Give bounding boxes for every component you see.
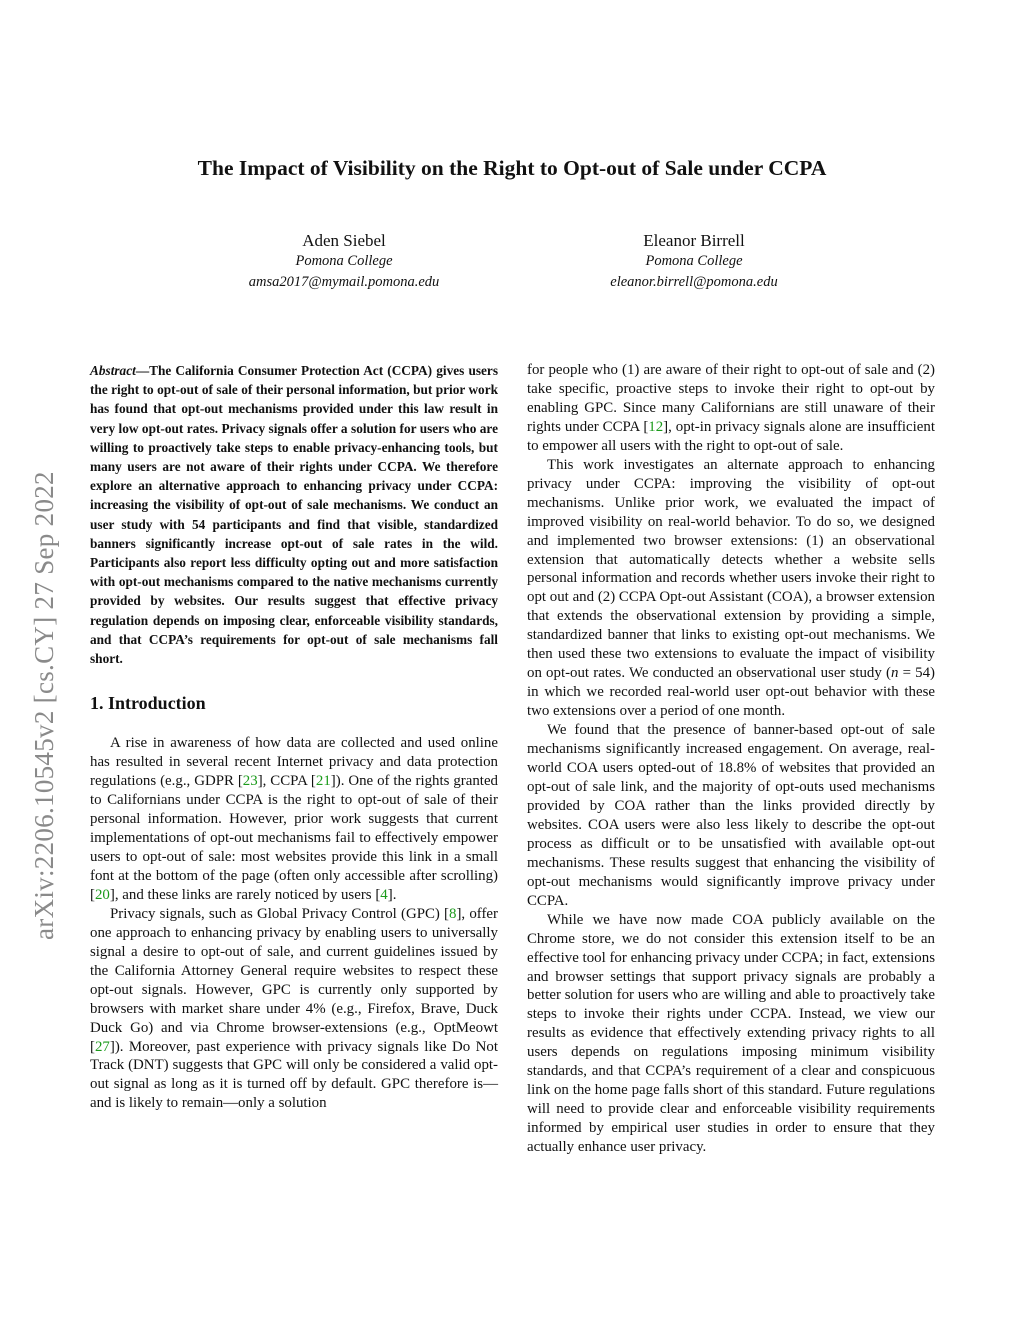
- intro-paragraph-1: A rise in awareness of how data are collected and used online has resulted in several recent Internet privacy and data protection regulations (e.g., GDPR [23], CCPA [21]). One of the rights granted to Californians under CCPA is the right to opt-out of sale of their personal information. However, prior work suggests that current implementations of opt-out mechanisms fail to effectively empower users to opt-out of sale: most websites provide this link in a small font at the bottom of the page (often only accessible after scrolling) [20], and these links are rarely noticed by users [4].: [90, 735, 498, 903]
- left-column: [90, 361, 498, 1113]
- author-email: eleanor.birrell@pomona.edu: [610, 274, 778, 290]
- author-block-1: [194, 230, 494, 293]
- abstract-label: Abstract: [90, 363, 136, 378]
- abstract-text: The California Consumer Protection Act (CCPA) gives users the right to opt-out of sale of their personal information, but prior work has found that opt-out mechanisms provided under this law result in very low opt-out rates. Privacy signals offer a solution for users who are willing to proactively take steps to enable privacy-enhancing tools, but many users are not aware of their rights under CCPA. We therefore explore an alternative approach to enhancing privacy under CCPA: increasing the visibility of opt-out of sale mechanisms. We conduct an user study with 54 participants and find that visible, standardized banners significantly increase opt-out of sale rates in the wild. Participants also report less difficulty opting out and more satisfaction with opt-out mechanisms compared to the native mechanisms currently provided by websites. Our results suggest that effective privacy regulation depends on imposing clear, enforceable visibility standards, and that CCPA’s requirements for opt-out of sale mechanisms fall short.: [90, 363, 498, 667]
- arxiv-sidebar-stamp: arXiv:2206.10545v2 [cs.CY] 27 Sep 2022: [29, 471, 59, 940]
- author-affiliation: Pomona College: [295, 253, 393, 269]
- intro-paragraph-2-continued: for people who (1) are aware of their right to opt-out of sale and (2) take specific, proactive steps to invoke their right to opt-out by enabling GPC. Since many Californians are still unaware of their rights under CCPA [12], opt-in privacy signals alone are insufficient to empower all users with the right to opt-out of sale.: [527, 362, 935, 454]
- citation-link[interactable]: 8: [449, 905, 457, 922]
- intro-paragraph-2: Privacy signals, such as Global Privacy Control (GPC) [8], offer one approach to enhancing privacy by enabling users to universally signal a desire to opt-out of sale, and current guidelines issued by the California Attorney General require websites to respect these opt-out signals. However, GPC is currently only supported by browsers with market share under 4% (e.g., Firefox, Brave, Duck Duck Go) and via Chrome browser-extensions (e.g., OptMeowt [27]). Moreover, past experience with privacy signals like Do Not Track (DNT) suggests that GPC will only be considered a valid opt-out signal as long as it is turned off by default. GPC therefore is—and is likely to remain—only a solution: [90, 905, 498, 1112]
- intro-paragraph-4: We found that the presence of banner-based opt-out of sale mechanisms significantly increased engagement. On average, real-world COA users opted-out of 18.8% of websites that provided an opt-out of sale link, and the majority of opt-outs used mechanisms provided by COA rather than the links provided directly by websites. COA users were also less likely to describe the opt-out process as difficult or to be unsatisfied with available opt-out mechanisms. These results suggest that enhancing the visibility of opt-out mechanisms would significantly improve privacy under CCPA.: [527, 722, 935, 909]
- right-column: [527, 361, 935, 1157]
- author-email: amsa2017@mymail.pomona.edu: [248, 274, 440, 290]
- paper-title: The Impact of Visibility on the Right to Opt-out of Sale under CCPA: [197, 156, 827, 180]
- citation-link[interactable]: 20: [94, 886, 110, 903]
- author-affiliation: Pomona College: [645, 253, 743, 269]
- intro-paragraph-3: This work investigates an alternate approach to enhancing privacy under CCPA: improving the visibility of opt-out mechanisms. Unlike prior work, we evaluated the impact of improved visibility on real-world behavior. To do so, we designed and implemented two browser extensions: (1) an observational extension that automatically detects whether a website sells personal information and records whether users invoke their right to opt out and (2) CCPA Opt-out Assistant (COA), a browser extension that extends the observational extension by providing a simple, standardized banner that links to existing opt-out mechanisms. We then used these two extensions to evaluate the impact of visibility on opt-out rates. We conducted an observational user study (n = 54) in which we recorded real-world user opt-out behavior with these two extensions over a period of one month.: [527, 456, 935, 720]
- citation-link[interactable]: 21: [315, 773, 331, 790]
- author-block-2: [544, 230, 844, 293]
- author-name: Eleanor Birrell: [643, 231, 745, 250]
- citation-link[interactable]: 23: [242, 773, 258, 790]
- intro-paragraph-5: While we have now made COA publicly available on the Chrome store, we do not consider this extension itself to be an effective tool for enhancing privacy under CCPA; in fact, extensions and browser settings that support privacy signals are probably a better solution for users who are willing and able to proactively take steps to invoke their rights under CCPA. Instead, we view our results as evidence that effectively extending privacy rights to all users depends on regulations imposing minimum visibility standards, and that CCPA’s requirement of a clear and conspicuous link on the home page falls short of this standard. Future regulations will need to provide clear and enforceable visibility requirements informed by empirical user studies in order to ensure that they actually enhance user privacy.: [527, 911, 935, 1156]
- citation-link[interactable]: 12: [648, 418, 664, 435]
- math-variable-n: n: [890, 665, 899, 682]
- author-name: Aden Siebel: [302, 231, 386, 250]
- section-heading-introduction: 1. Introduction: [90, 693, 206, 714]
- abstract: Abstract—The California Consumer Protection Act (CCPA) gives users the right to opt-out of sale of their personal information, but prior work has found that opt-out mechanisms provided under this law result in very low opt-out rates. Privacy signals offer a solution for users who are willing to proactively take steps to enable privacy-enhancing tools, but many users are not aware of their rights under CCPA. We therefore explore an alternative approach to enhancing privacy under CCPA: increasing the visibility of opt-out of sale mechanisms. We conduct an user study with 54 participants and find that visible, standardized banners significantly increase opt-out of sale rates in the wild. Participants also report less difficulty opting out and more satisfaction with opt-out mechanisms compared to the native mechanisms currently provided by websites. Our results suggest that effective privacy regulation depends on imposing clear, enforceable visibility standards, and that CCPA’s requirements for opt-out of sale mechanisms fall short.: [90, 363, 498, 667]
- citation-link[interactable]: 4: [380, 886, 388, 903]
- citation-link[interactable]: 27: [94, 1038, 110, 1055]
